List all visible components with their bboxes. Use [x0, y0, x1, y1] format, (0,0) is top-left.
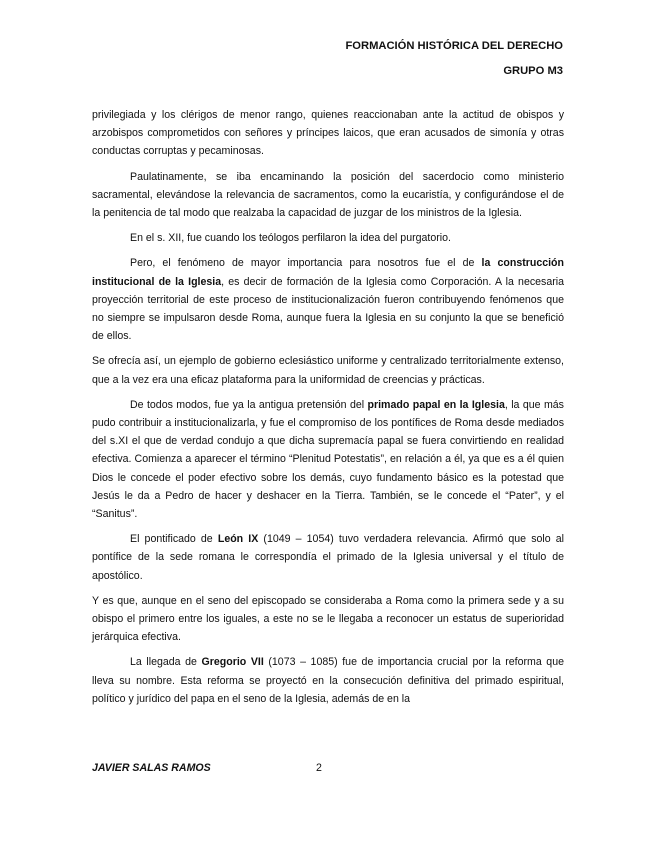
paragraph — [92, 396, 564, 523]
paragraph — [92, 592, 564, 647]
text-run: (1073 – 1085) fue de importancia crucial por la reforma que lleva su nombre. Esta reforma se proyectó en la consecución definitiva del primado espiritual, político y jurídico del papa en el seno de la Iglesia, además de en la — [92, 656, 564, 705]
text-run: (1049 – 1054) tuvo verdadera relevancia. Afirmó que solo al pontífice de la sede romana le correspondía el primado de la Iglesia universal y el título de apostólico. — [92, 533, 564, 582]
document-body — [92, 106, 564, 715]
text-run: De todos modos, fue ya la antigua pretensión del — [130, 398, 368, 411]
text-run: En el s. XII, fue cuando los teólogos perfilaron la idea del purgatorio. — [130, 232, 451, 245]
course-title: FORMACIÓN HISTÓRICA DEL DERECHO — [345, 40, 563, 52]
text-run: La llegada de — [130, 656, 202, 669]
text-run: privilegiada y los clérigos de menor rango, quienes reaccionaban ante la actitud de obispos y arzobispos comprometidos con señores y príncipes laicos, que eran acusados de simonía y otras conductas corruptas y pecaminosas. — [92, 109, 564, 158]
page-footer — [92, 762, 564, 778]
paragraph — [92, 106, 564, 161]
paragraph — [92, 254, 564, 345]
paragraph — [92, 352, 564, 388]
page-header — [345, 40, 563, 77]
paragraph — [92, 168, 564, 223]
text-run: Paulatinamente, se iba encaminando la posición del sacerdocio como ministerio sacramental, elevándose la relevancia de sacramentos, como la eucaristía, y configurándose el de la penitencia de tal modo que realzaba la capacidad de juzgar de los ministros de la Iglesia. — [92, 170, 564, 220]
bold-term: la construcción institucional de la Iglesia — [92, 257, 564, 288]
bold-term: León IX — [217, 533, 259, 546]
bold-term: Gregorio VII — [201, 656, 264, 669]
text-run: Se ofrecía así, un ejemplo de gobierno eclesiástico uniforme y centralizado territorialmente extenso, que a la vez era una eficaz plataforma para la uniformidad de creencias y prácticas. — [92, 355, 564, 386]
text-run: Y es que, aunque en el seno del episcopado se consideraba a Roma como la primera sede y a su obispo el primero entre los iguales, a este no se le llegaba a reconocer un estatus de superioridad jerárquica efectiva. — [92, 594, 564, 644]
text-run: El pontificado de — [130, 533, 218, 546]
group-label: GRUPO M3 — [503, 65, 563, 77]
bold-term: primado papal en la Iglesia — [367, 398, 505, 411]
author-name: JAVIER SALAS RAMOS — [92, 762, 211, 774]
paragraph — [92, 530, 564, 585]
paragraph — [92, 653, 564, 708]
text-run: , es decir de formación de la Iglesia como Corporación. A la necesaria proyección territorial de este proceso de institucionalización fueron contribuyendo fenómenos que no siempre se impulsaron desde Roma, aunque fuera la Iglesia en su conjunto la que se benefició de ellos. — [92, 275, 564, 343]
text-run: Pero, el fenómeno de mayor importancia para nosotros fue el de — [130, 257, 482, 270]
page-number: 2 — [316, 762, 322, 774]
text-run: , la que más pudo contribuir a institucionalizarla, y fue el compromiso de los pontífices de Roma desde mediados del s.XI el que de verdad condujo a que dicha supremacía papal se fuera convirtiendo en realidad efectiva. Comienza a aparecer el término “Plenitud Potestatis”, en relación a él, ya que es a él quien Dios le concede el poder efectivo sobre los demás, cuyo fundamento básico es la potestad que Jesús le da a Pedro de hacer y deshacer en la Tierra. También, se le concede el “Pater”, y el “Sanitus”. — [92, 398, 564, 521]
paragraph — [92, 229, 564, 247]
